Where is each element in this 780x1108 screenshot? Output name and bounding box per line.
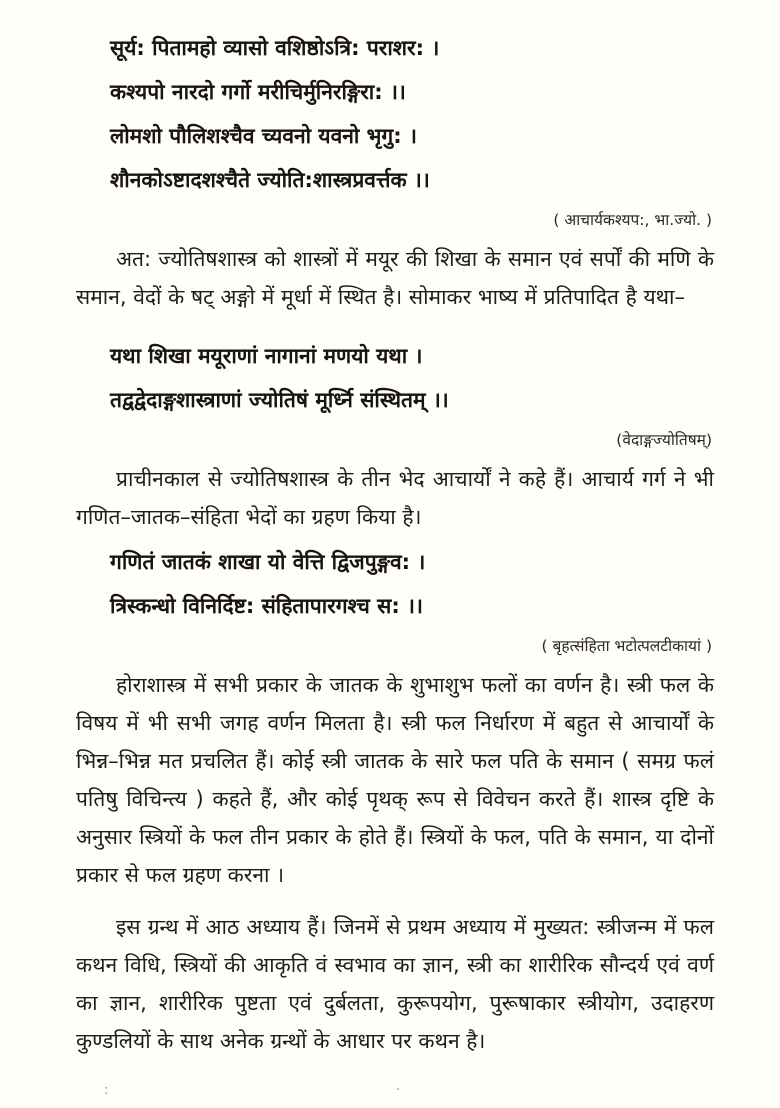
verse-line: लोमशो पौलिशश्चैव च्यवनो यवनो भृगु: । bbox=[110, 124, 417, 148]
verse-attribution-2: (वेदाङ्गज्योतिषम्) bbox=[616, 431, 712, 449]
verse-block-2 bbox=[110, 334, 714, 422]
stray-mark: . bbox=[396, 1079, 401, 1094]
verse-attribution-1: ( आचार्यकश्यप:, भा.ज्यो. ) bbox=[553, 211, 712, 229]
verse-block-1 bbox=[110, 26, 714, 202]
verse-line: यथा शिखा मयूराणां नागानां मणयो यथा । bbox=[110, 344, 423, 368]
stray-mark: : bbox=[104, 1083, 109, 1098]
verse-line: सूर्य: पितामहो व्यासो वशिष्ठोऽत्रि: पराशर: । bbox=[110, 36, 440, 60]
paragraph-4: इस ग्रन्थ में आठ अध्याय हैं। जिनमें से प्रथम अध्याय में मुख्यत: स्त्रीजन्म में फल कथन विधि, स्त्रियों की आकृति वं स्वभाव का ज्ञान, स्त्री का शारीरिक सौन्दर्य एवं वर्ण का ज्ञान, शारीरिक पुष्टता एवं दुर्बलता, कुरूपयोग, पुरूषाकार स्त्रीयोग, उदाहरण कुण्डलियों के साथ अनेक ग्रन्थों के आधार पर कथन है। bbox=[76, 915, 714, 1053]
verse-attribution-3: ( बृहत्संहिता भटोत्पलटीकायां ) bbox=[541, 637, 712, 655]
verse-block-3 bbox=[110, 540, 714, 628]
verse-line: त्रिस्कन्धो विनिर्दिष्ट: संहितापारगश्च स: ।। bbox=[110, 594, 423, 618]
paragraph-3: होराशास्त्र में सभी प्रकार के जातक के शुभाशुभ फलों का वर्णन है। स्त्री फल के विषय में भी सभी जगह वर्णन मिलता है। स्त्री फल निर्धारण में बहुत से आचार्यों के भिन्न–भिन्न मत प्रचलित हैं। कोई स्त्री जातक के सारे फल पति के समान ( समग्र फलं पतिषु विचिन्त्य ) कहते हैं, और कोई पृथक् रूप से विवेचन करते हैं। शास्त्र दृष्टि के अनुसार स्त्रियों के फल तीन प्रकार के होते हैं। स्त्रियों के फल, पति के समान, या दोनों प्रकार से फल ग्रहण करना । bbox=[76, 673, 714, 887]
verse-line: गणितं जातकं शाखा यो वेत्ति द्विजपुङ्गव: । bbox=[110, 550, 426, 574]
verse-line: शौनकोऽष्टादशश्चैते ज्योति:शास्त्रप्रवर्त्तक ।। bbox=[110, 168, 430, 192]
verse-line: तद्वद्वेदाङ्गशास्त्राणां ज्योतिषं मूर्ध्नि संस्थितम् ।। bbox=[110, 388, 449, 412]
paragraph-2: प्राचीनकाल से ज्योतिषशास्त्र के तीन भेद आचार्यों ने कहे हैं। आचार्य गर्ग ने भी गणित–जातक–संहिता भेदों का ग्रहण किया है। bbox=[76, 467, 714, 529]
verse-line: कश्यपो नारदो गर्गो मरीचिर्मुनिरङ्गिरा: ।। bbox=[110, 80, 406, 104]
paragraph-1: अत: ज्योतिषशास्त्र को शास्त्रों में मयूर की शिखा के समान एवं सर्पों की मणि के समान, वेदों के षट् अङ्गो में मूर्धा में स्थित है। सोमाकर भाष्य में प्रतिपादित है यथा– bbox=[76, 247, 714, 309]
